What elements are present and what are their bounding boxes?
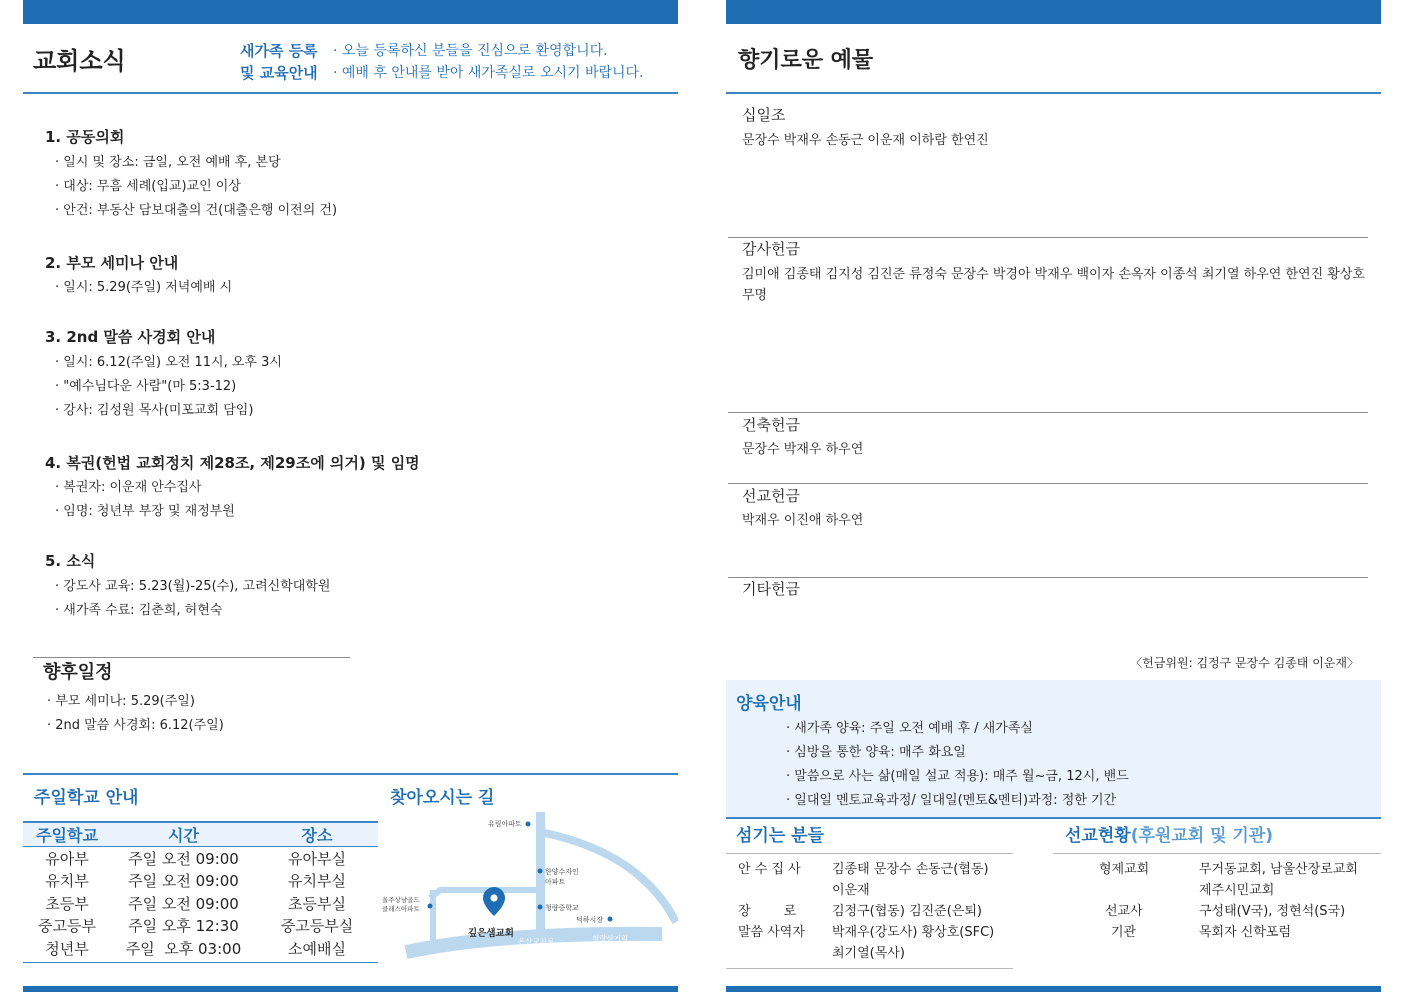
offering-divider (728, 412, 1368, 413)
church-label: 깊은샘교회 (468, 928, 514, 939)
mission-names: 목회자 신학포럼 (1199, 925, 1292, 940)
servant-row (738, 901, 1018, 922)
schedule-item: · 부모 세미나: 5.29(주일) (47, 694, 195, 709)
table-row (23, 870, 378, 893)
nurture-item: · 심방을 통한 양육: 매주 화요일 (786, 745, 966, 760)
cell-time: 주일 오후 03:00 (125, 939, 242, 958)
road-label: 온산교차로 (518, 937, 555, 946)
table-row (23, 937, 378, 960)
mission-names: 구성태(V국), 정현석(S국) (1199, 904, 1346, 919)
map-dot (538, 905, 543, 910)
mission-type: 기관 (1111, 925, 1137, 940)
mission-row (1065, 922, 1375, 943)
offering-divider (728, 237, 1368, 238)
missions-title-main: 선교현황 (1065, 826, 1131, 846)
map-label: 청량중학교 (545, 904, 579, 912)
table-body (23, 847, 378, 963)
missions-divider (1053, 853, 1381, 854)
news-items (55, 351, 282, 423)
cell-dept: 청년부 (45, 939, 89, 958)
map-label: 아파트 (545, 878, 566, 886)
mission-row (1065, 901, 1375, 922)
news-section (45, 550, 95, 571)
cell-dept: 유아부 (45, 849, 89, 868)
mission-type: 형제교회 (1099, 862, 1150, 877)
nurture-divider (726, 817, 1381, 819)
directions-title: 찾아오시는 길 (390, 788, 495, 808)
servant-names-line: 박재우(강도사) 황상호(SFC) (832, 925, 995, 940)
servant-row (738, 859, 1018, 901)
servant-role: 말씀 사역자 (738, 925, 805, 940)
table-row (23, 847, 378, 870)
servants-title: 섬기는 분들 (736, 826, 825, 846)
header-cell: 시간 (168, 826, 199, 845)
offering-divider (728, 483, 1368, 484)
news-title: 5. 소식 (45, 552, 96, 570)
lower-divider-left (23, 773, 678, 775)
offering-label: 감사헌금 (742, 240, 800, 258)
mission-names-line: 제주시민교회 (1199, 883, 1275, 898)
news-item: · 일시 및 장소: 금일, 오전 예배 후, 본당 (55, 155, 281, 170)
map-dot (526, 822, 531, 827)
news-item: · 일시: 6.12(주일) 오전 11시, 오후 3시 (55, 355, 282, 370)
news-section (45, 126, 124, 147)
mission-names-line: 무거동교회, 남울산장로교회 (1199, 862, 1358, 877)
header-cell: 장소 (301, 826, 333, 845)
cell-dept: 중고등부 (38, 917, 96, 936)
church-pin-icon-center (490, 894, 497, 901)
header-cell: 주일학교 (36, 826, 98, 845)
map-label: 울주상남골드 (382, 896, 420, 904)
side-road (430, 890, 536, 898)
news-item: · 새가족 수료: 김춘희, 허현숙 (55, 603, 223, 618)
servant-role: 안 수 집 사 (738, 862, 801, 877)
cell-time: 주일 오전 09:00 (128, 872, 239, 891)
news-item: · 대상: 무흠 세례(입교)교인 이상 (55, 179, 241, 194)
top-bar-right (726, 0, 1381, 24)
cell-dept: 초등부 (45, 894, 89, 913)
news-item: · "예수님다운 사람"(마 5:3-12) (55, 379, 237, 394)
schedule-item: · 2nd 말씀 사경회: 6.12(주일) (47, 718, 224, 733)
welcome-line-2: · 예배 후 안내를 받아 새가족실로 오시기 바랍니다. (333, 65, 644, 81)
missions-title (1065, 824, 1273, 848)
servant-names (832, 922, 994, 964)
directions-map (380, 812, 678, 968)
nurture-list (786, 717, 1129, 813)
page-title: 교회소식 (33, 47, 126, 75)
offering-divider (728, 577, 1368, 578)
offering-names: 김미애 김종태 김지성 김진준 류정숙 문장수 박경아 박재우 백이자 손옥자 이종석 최기열 하우연 한연진 황상호 무명 (742, 267, 1365, 303)
title-divider-left (23, 92, 678, 94)
news-title: 1. 공동의회 (45, 128, 125, 146)
welcome-label-1: 새가족 등록 (240, 42, 318, 60)
table-row (23, 892, 378, 915)
servants-bottom-divider (726, 968, 1013, 969)
sunday-school-table (23, 821, 378, 963)
map-label: 한양수자인 (545, 868, 579, 876)
news-item: · 복권자: 이운재 안수집사 (55, 480, 202, 495)
schedule-list (47, 690, 224, 738)
cell-dept: 유치부 (45, 872, 89, 891)
top-bar-left (23, 0, 678, 24)
offering-names: 문장수 박재우 하우연 (742, 442, 864, 457)
offering-label: 선교헌금 (742, 487, 800, 505)
servants-list (738, 859, 1018, 964)
servant-names-line: 최기열(목사) (832, 946, 905, 961)
map-dot (428, 904, 433, 909)
news-item: · 강사: 김성원 목사(미포교회 담임) (55, 403, 254, 418)
news-title: 2. 부모 세미나 안내 (45, 254, 179, 272)
news-title: 4. 복권(헌법 교회정치 제28조, 제29조에 의거) 및 임명 (45, 454, 420, 472)
vertical-road (536, 812, 545, 942)
cell-place: 초등부실 (288, 894, 346, 913)
table-row (23, 915, 378, 938)
cell-time: 주일 오후 12:30 (128, 917, 239, 936)
news-title: 3. 2nd 말씀 사경회 안내 (45, 328, 216, 346)
servants-divider (726, 853, 1013, 854)
news-items (55, 575, 330, 623)
news-items (55, 151, 337, 223)
missions-list (1065, 859, 1375, 943)
mission-type: 선교사 (1105, 904, 1143, 919)
news-items (55, 476, 235, 524)
cell-place: 중고등부실 (280, 917, 354, 936)
title-divider-right (726, 92, 1381, 94)
offerings-title: 향기로운 예물 (738, 48, 874, 73)
news-item: · 일시: 5.29(주일) 저녁예배 시 (55, 280, 233, 295)
offering-committee: 〈헌금위원: 김정구 문장수 김종태 이운재〉 (1130, 656, 1359, 670)
table-header (23, 821, 378, 847)
servant-role: 장 로 (738, 904, 797, 919)
cell-time: 주일 오전 09:00 (128, 894, 239, 913)
map-label: 클래스아파트 (382, 905, 420, 913)
cell-place: 소예배실 (288, 939, 346, 958)
bottom-bar-right (726, 986, 1381, 992)
offering-names: 박재우 이진애 하우연 (742, 513, 864, 528)
servant-names (832, 859, 989, 901)
welcome-line-1: · 오늘 등록하신 분들을 진심으로 환영합니다. (333, 43, 608, 59)
road-label: 청량삼거리 (592, 934, 629, 943)
sunday-school-title: 주일학교 안내 (34, 788, 139, 808)
cell-place: 유아부실 (288, 849, 346, 868)
nurture-item: · 말씀으로 사는 삶(매일 설교 적용): 매주 월~금, 12시, 밴드 (786, 769, 1129, 784)
offering-label: 기타헌금 (742, 580, 800, 598)
side-road-vertical (430, 890, 436, 940)
offering-names: 문장수 박재우 손동근 이운재 이하람 한연진 (742, 133, 989, 148)
missions-title-sub: (후원교회 및 기관) (1130, 826, 1274, 846)
news-section (45, 452, 420, 473)
news-item: · 강도사 교육: 5.23(월)-25(수), 고려신학대학원 (55, 579, 331, 594)
map-dot (608, 917, 613, 922)
news-item: · 안건: 부동산 담보대출의 건(대출은행 이전의 건) (55, 203, 338, 218)
map-label: 유림아파트 (488, 820, 522, 828)
mission-names (1199, 859, 1358, 901)
offering-label: 십일조 (742, 106, 786, 124)
servant-names-line: 이운재 (832, 883, 870, 898)
servant-names-line: 김종태 문장수 손동근(협동) (832, 862, 989, 877)
news-items (55, 276, 232, 300)
schedule-title: 향후일정 (43, 662, 113, 683)
servant-row (738, 922, 1018, 964)
mission-row (1065, 859, 1375, 901)
news-item: · 임명: 청년부 부장 및 재정부원 (55, 504, 235, 519)
offering-label: 건축헌금 (742, 416, 800, 434)
welcome-label-2: 및 교육안내 (240, 64, 318, 82)
cell-place: 유치부실 (288, 872, 346, 891)
nurture-title: 양육안내 (736, 694, 802, 714)
news-section (45, 326, 215, 347)
schedule-divider (33, 657, 350, 658)
cell-time: 주일 오전 09:00 (128, 849, 239, 868)
servant-names: 김정구(협동) 김진준(은퇴) (832, 904, 982, 919)
bottom-bar-left (23, 986, 678, 992)
nurture-item: · 새가족 양육: 주일 오전 예배 후 / 새가족실 (786, 721, 1033, 736)
nurture-item: · 일대일 멘토교육과정/ 일대일(멘토&멘티)과정: 정한 기간 (786, 793, 1117, 808)
map-dot (538, 869, 543, 874)
news-section (45, 252, 178, 273)
map-label: 덕하시장 (576, 916, 604, 924)
